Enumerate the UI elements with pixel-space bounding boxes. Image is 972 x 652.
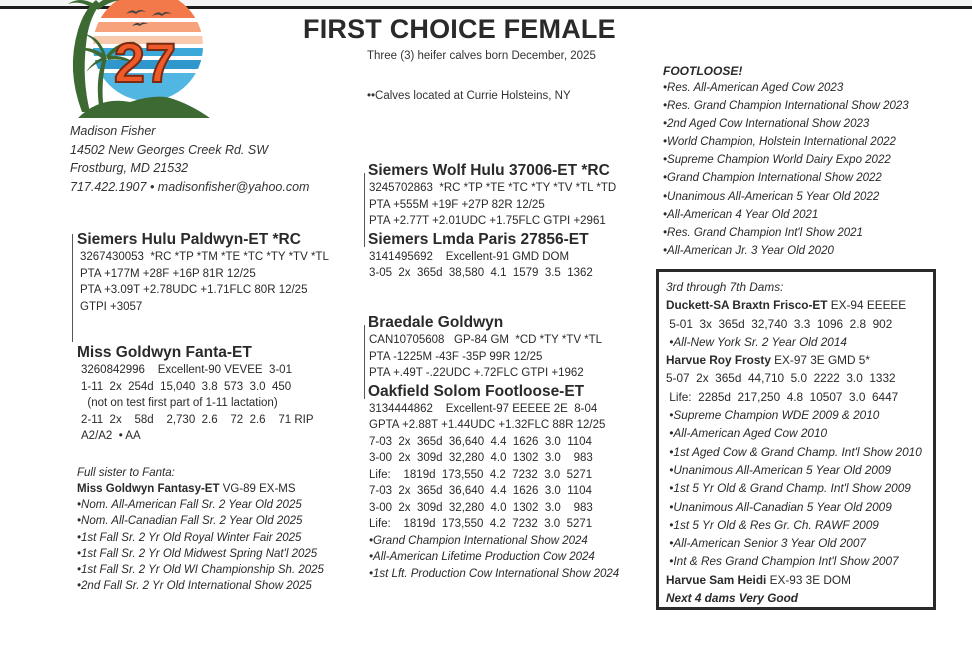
mgs-dam-line: 3-05 2x 365d 38,580 4.1 1579 3.5 1362 [369,267,593,279]
mgd-dam-line: 3134444862 Excellent-97 EEEEE 2E 8-04 [369,402,598,415]
mgd-sire-name: Braedale Goldwyn [368,314,504,331]
mgs-sire-line: PTA +555M +19F +27P 82R 12/25 [369,198,545,211]
sire-block [71,230,356,315]
contact-name: Madison Fisher [70,124,156,138]
sister-class: VG-89 EX-MS [219,483,296,495]
dam4-heading [666,351,933,369]
mgd-dam-line: GPTA +2.88T +1.44UDC +1.32FLC 88R 12/25 [369,419,606,431]
dam-line: A2/A2 • AA [81,430,141,442]
mgd-dam-name: Oakfield Solom Footloose-ET [368,382,585,400]
mgd-dam-record: Life: 1819d 173,550 4.2 7232 3.0 5271 [369,468,593,481]
dam4-award: •Int & Res Grand Champion Int'l Show 2007 [666,554,899,569]
footloose-heading: FOOTLOOSE! [663,64,743,78]
sire-name: Siemers Hulu Paldwyn-ET *RC [77,231,301,248]
subtitle: Three (3) heifer calves born December, 2025 [367,50,596,62]
mgd-dam-record: 7-03 2x 365d 36,640 4.4 1626 3.0 1104 [369,435,592,448]
logo-text: 27 [113,31,177,94]
mgs-dam-line: 3141495692 Excellent-91 GMD DOM [369,250,570,263]
dam4-record: 5-07 2x 365d 44,710 5.0 2222 3.0 1332 [666,371,896,386]
mgd-sire-line: PTA +.49T -.22UDC +.72FLC GTPI +1962 [369,367,584,379]
mgd-sire-line: CAN10705608 GP-84 GM *CD *TY *TV *TL [369,334,603,346]
mgs-dam-name: Siemers Lmda Paris 27856-ET [368,230,589,248]
footloose-award: •Grand Champion International Show 2022 [663,172,882,185]
dam-line: 1-11 2x 254d 15,040 3.8 573 3.0 450 [81,380,292,393]
dam4-award: •1st Aged Cow & Grand Champ. Int'l Show 2010 [666,444,922,459]
sister-award: •1st Fall Sr. 2 Yr Old WI Championship Sh. 2025 [77,564,324,577]
footloose-award: •Supreme Champion World Dairy Expo 2022 [663,154,891,167]
mgd-dam-record: 3-00 2x 309d 32,280 4.0 1302 3.0 983 [369,452,593,464]
dam4-award: •Supreme Champion WDE 2009 & 2010 [666,408,880,423]
mgd-sire-line: PTA -1225M -43F -35P 99R 12/25 [369,350,543,363]
dam-line: 3260842996 Excellent-90 VEVEE 3-01 [81,364,292,376]
dam5-name: Harvue Sam Heidi [666,572,767,587]
dam4-award: •Unanimous All-Canadian 5 Year Old 2009 [666,499,892,514]
footloose-award: •World Champion, Holstein International 2022 [663,136,896,149]
dam4-life: Life: 2285d 217,250 4.8 10507 3.0 6447 [666,389,899,404]
dam3-award: •All-New York Sr. 2 Year Old 2014 [666,334,847,349]
sister-award: •2nd Fall Sr. 2 Yr Old International Show 2025 [77,580,312,593]
dam-line: 2-11 2x 58d 2,730 2.6 72 2.6 71 RIP [81,413,314,426]
dam3-class: EX-94 EEEEE [827,298,907,313]
dam-line: (not on test first part of 1-11 lactation) [81,397,278,409]
dam4-award: •1st 5 Yr Old & Res Gr. Ch. RAWF 2009 [666,517,879,532]
footloose-award: •2nd Aged Cow International Show 2023 [663,118,870,131]
pedigree-bracket [364,173,365,247]
contact-phone-email[interactable]: 717.422.1907 • madisonfisher@yahoo.com [70,179,310,194]
sister-award: •1st Fall Sr. 2 Yr Old Royal Winter Fair 2025 [77,531,302,544]
sire-line: 3267430053 *RC *TP *TM *TE *TC *TY *TV *TL [80,251,329,263]
dam5-class: EX-93 3E DOM [766,572,851,587]
dam5-heading [666,571,933,589]
dam4-award: •All-American Aged Cow 2010 [666,426,828,441]
dam4-award: •All-American Senior 3 Year Old 2007 [666,536,866,551]
dam4-name: Harvue Roy Frosty [666,353,771,368]
dam3-record: 5-01 3x 365d 32,740 3.3 1096 2.8 902 [666,316,893,331]
footloose-award: •Unanimous All-American 5 Year Old 2022 [663,190,880,203]
sister-heading [77,481,362,497]
sire-line: PTA +3.09T +2.78UDC +1.71FLC 80R 12/25 [80,284,308,296]
mgd-dam-award: •1st Lft. Production Cow International Show 2024 [369,567,620,580]
mgs-sire-line: 3245702863 *RC *TP *TE *TC *TY *TV *TL *TD [369,182,617,194]
dams-box [656,269,936,610]
mgd-dam-record: 3-00 2x 309d 32,280 4.0 1302 3.0 983 [369,501,593,514]
footloose-award: •All-American 4 Year Old 2021 [663,208,819,221]
mgs-sire-line: PTA +2.77T +2.01UDC +1.75FLC GTPI +2961 [369,215,606,227]
sister-award: •Nom. All-Canadian Fall Sr. 2 Year Old 2025 [77,515,303,528]
dam4-class: EX-97 3E GMD 5* [770,353,870,368]
contact-city: Frostburg, MD 21532 [70,161,189,175]
dams-footer: Next 4 dams Very Good [666,591,798,606]
page-title: FIRST CHOICE FEMALE [303,14,616,44]
sister-name: Miss Goldwyn Fantasy-ET [77,483,220,495]
dam3-name: Duckett-SA Braxtn Frisco-ET [666,298,828,313]
mgs-sire-name: Siemers Wolf Hulu 37006-ET *RC [368,162,610,179]
sister-award: •1st Fall Sr. 2 Yr Old Midwest Spring Nat'l 2025 [77,547,318,560]
dam3-heading [666,296,933,314]
location-note: ••Calves located at Currie Holsteins, NY [367,90,571,102]
dam-name: Miss Goldwyn Fanta-ET [77,344,252,361]
sister-award: •Nom. All-American Fall Sr. 2 Year Old 2025 [77,499,302,511]
contact-street: 14502 New Georges Creek Rd. SW [70,142,269,157]
dams-intro: 3rd through 7th Dams: [666,280,784,294]
sire-line: GTPI +3057 [80,300,143,313]
footloose-awards [663,63,909,260]
dam-block [77,343,362,445]
dam4-award: •1st 5 Yr Old & Grand Champ. Int'l Show 2009 [666,481,911,496]
logo-27-palm-sunset [60,0,220,118]
mgd-dam-award: •Grand Champion International Show 2024 [369,534,588,547]
sister-intro: Full sister to Fanta: [77,467,175,479]
sire-line: PTA +177M +28F +16P 81R 12/25 [80,267,256,280]
footloose-award: •All-American Jr. 3 Year Old 2020 [663,244,834,257]
mgd-dam-record: 7-03 2x 365d 36,640 4.4 1626 3.0 1104 [369,485,592,497]
dam4-award: •Unanimous All-American 5 Year Old 2009 [666,462,892,477]
pedigree-bracket [364,325,365,399]
pedigree-bracket [72,234,73,342]
footloose-award: •Res. All-American Aged Cow 2023 [663,82,844,94]
footloose-award: •Res. Grand Champion Int'l Show 2021 [663,226,863,239]
maternal-grandsire-block [364,161,649,282]
footloose-award: •Res. Grand Champion International Show 2023 [663,100,909,113]
maternal-granddam-block [364,313,654,582]
mgd-dam-record: Life: 1819d 173,550 4.2 7232 3.0 5271 [369,518,593,530]
mgd-dam-award: •All-American Lifetime Production Cow 2024 [369,551,595,563]
contact-block [70,122,309,196]
sister-block [77,465,362,595]
